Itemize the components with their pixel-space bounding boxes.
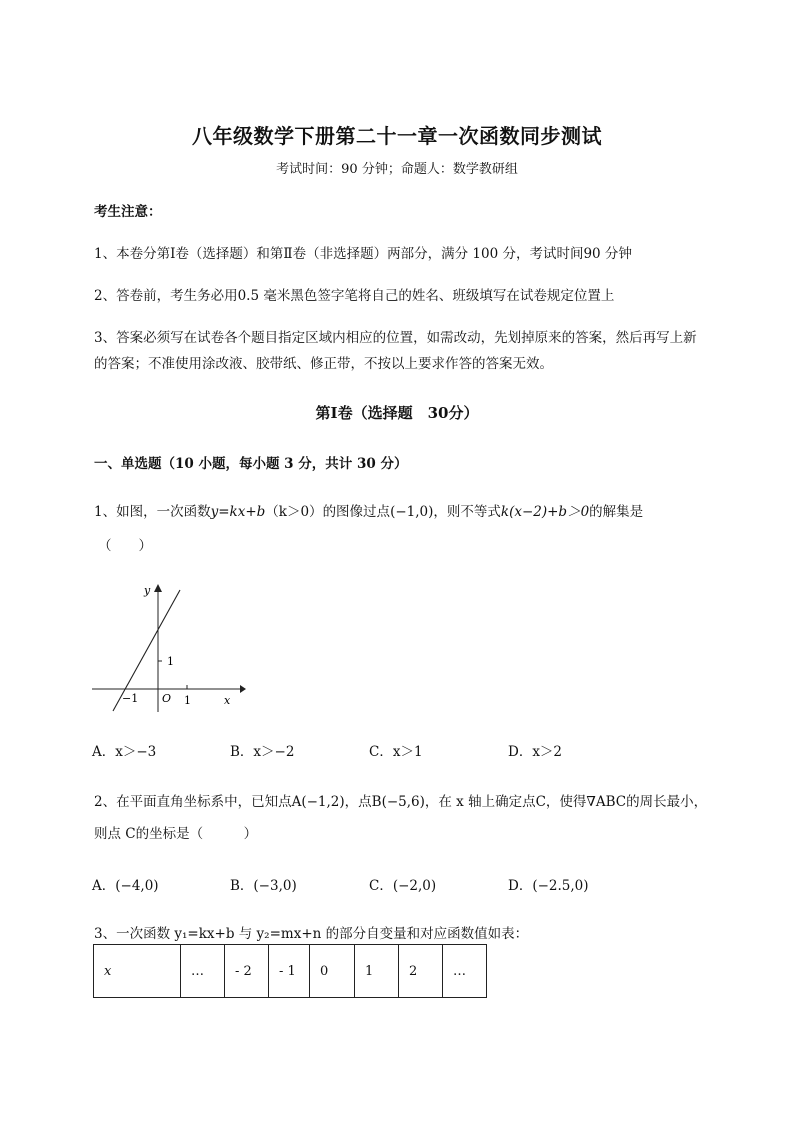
table-cell-x: x (94, 945, 181, 998)
y-axis-arrow (154, 584, 162, 592)
q1-prefix: 1、如图，一次函数 (94, 504, 211, 520)
q1-function: y=kx+b (210, 504, 266, 520)
q2-option-c: C．(−2,0) (369, 878, 437, 894)
section-heading: 一、单选题（10 小题，每小题 3 分，共计 30 分） (94, 456, 408, 472)
q3-value-table (93, 944, 487, 998)
q2-option-d: D．(−2.5,0) (508, 878, 589, 894)
q1-mid2: ，则不等式 (433, 504, 501, 520)
graph-label-x: x (224, 694, 231, 707)
q1-option-a: A．x＞−3 (92, 744, 157, 760)
q1-option-d: D．x＞2 (508, 744, 563, 760)
table-row (94, 945, 487, 998)
notice-heading: 考生注意： (94, 204, 162, 220)
q2-stem-line1: 2、在平面直角坐标系中，已知点A(−1,2)，点B(−5,6)，在 x 轴上确定点C，使得∇ABC的周长最小， (94, 794, 708, 810)
part1-title: 第Ⅰ卷（选择题 30分） (315, 404, 479, 422)
graph-label-neg-one: −1 (122, 692, 139, 705)
table-cell: 2 (399, 945, 443, 998)
q1-inequality: k(x−2)+b＞0 (500, 504, 590, 520)
table-cell: 1 (355, 945, 399, 998)
q2-stem-line2: 则点 C的坐标是（ ） (94, 826, 258, 842)
q1-stem (94, 500, 643, 520)
notice-item-1: 1、本卷分第Ⅰ卷（选择题）和第Ⅱ卷（非选择题）两部分，满分 100 分，考试时间90 分钟 (94, 246, 632, 262)
q1-answer-blank: （ ） (98, 538, 152, 554)
x-axis-arrow (240, 685, 246, 693)
notice-item-3: 3、答案必须写在试卷各个题目指定区域内相应的位置，如需改动，先划掉原来的答案，然后再写上新 (94, 330, 697, 346)
notice-item-2: 2、答卷前，考生务必用0.5 毫米黑色签字笔将自己的姓名、班级填写在试卷规定位置上 (94, 288, 615, 304)
q2-option-b: B．(−3,0) (230, 878, 297, 894)
exam-subtitle: 考试时间：90 分钟；命题人：数学教研组 (276, 162, 518, 177)
q1-condition: （k＞0） (265, 504, 323, 520)
q2-option-a: A．(−4,0) (92, 878, 159, 894)
graph-label-one-x: 1 (184, 694, 191, 707)
q1-graph (88, 578, 248, 718)
graph-label-one-y: 1 (167, 655, 174, 668)
notice-item-3-cont: 的答案；不准使用涂改液、胶带纸、修正带，不按以上要求作答的答案无效。 (94, 356, 553, 372)
table-cell: - 1 (269, 945, 310, 998)
q3-stem: 3、一次函数 y₁=kx+b 与 y₂=mx+n 的部分自变量和对应函数值如表： (94, 926, 529, 942)
q1-option-c: C．x＞1 (369, 744, 423, 760)
q1-point: (−1,0) (390, 504, 434, 520)
table-cell: … (443, 945, 487, 998)
page-title: 八年级数学下册第二十一章一次函数同步测试 (192, 124, 602, 148)
q1-suffix: 的解集是 (589, 504, 644, 520)
graph-label-y: y (144, 584, 151, 597)
q1-mid: 的图像过点 (322, 504, 391, 520)
table-cell: - 2 (225, 945, 269, 998)
table-cell: 0 (310, 945, 355, 998)
table-cell: … (181, 945, 225, 998)
graph-label-origin: O (162, 692, 172, 705)
q1-option-b: B．x＞−2 (230, 744, 295, 760)
